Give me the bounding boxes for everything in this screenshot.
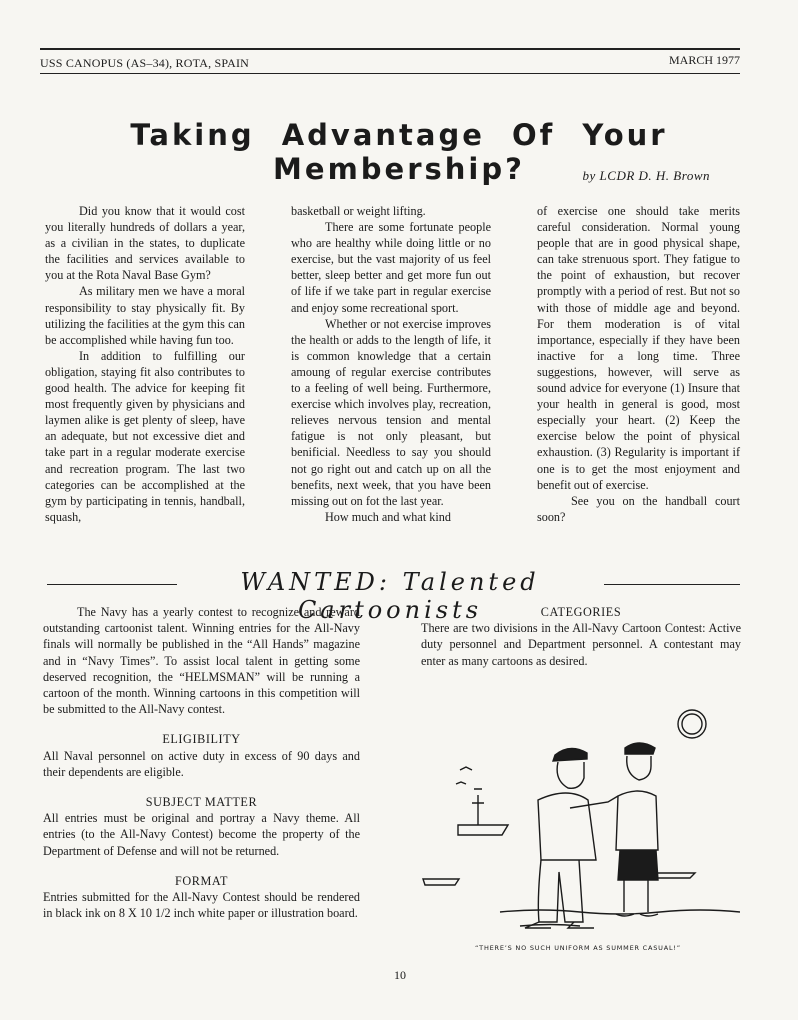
- paragraph: of exercise one should take merits careful consideration. Normal young people that are in good physical shape, can take strenuous sport. They fatigue to the point of exhaustion, but recover promptly with a period of rest. But not so with those of middle age and beyond. For them moderation is of vital importance, especially if they have been inactive for a long time. Three suggestions, however, will serve as sound advice for everyone (1) Insure that your health in general is good, most especially your heart. (2) Keep the exercise below the point of physical exhaustion. (3) Regularity is important if one is to get the most enjoyment and benefit out of exercise.: [537, 204, 740, 492]
- issue-date: MARCH 1977: [668, 53, 740, 67]
- subject-text: All entries must be original and portray a Navy theme. All entries (to the All-Navy Contest) become the property of the Department of Defense and will not be returned.: [43, 811, 360, 858]
- paragraph: Did you know that it would cost you literally hundreds of dollars a year, as a civilian in the states, to duplicate the facilities and services available to you at the Rota Naval Base Gym?: [45, 204, 245, 283]
- wanted-left-column: [43, 604, 360, 921]
- page-number: 10: [394, 968, 406, 982]
- header-top-rule: [40, 48, 740, 50]
- format-text: Entries submitted for the All-Navy Contest should be rendered in black ink on 8 X 10 1/2 inch white paper or illustration board.: [43, 890, 360, 921]
- paragraph: basketball or weight lifting.: [291, 204, 426, 218]
- header-bottom-rule: [40, 73, 740, 74]
- cartoon-illustration: [420, 700, 740, 940]
- paragraph: In addition to fulfilling our obligation, staying fit also contributes to good health. The advice for keeping fit most frequently given by physicians and laymen alike is get plenty of sleep, have an adequate, but not excessive diet and take part in a regular moderate exercise and recreation program. The last two categories can be accomplished at the gym by participating in tennis, handball, squash,: [45, 348, 245, 524]
- article-column-1: [45, 203, 245, 525]
- wanted-right-rule: [604, 584, 740, 585]
- wanted-heading: WANTED: Talented Cartoonists: [240, 568, 540, 624]
- article-column-2: [291, 203, 491, 525]
- eligibility-text: All Naval personnel on active duty in excess of 90 days and their dependents are eligible.: [43, 748, 360, 779]
- wanted-right-column: [421, 604, 741, 669]
- format-heading: FORMAT: [174, 873, 229, 888]
- paragraph: There are some fortunate people who are healthy while doing little or no exercise, but the vast majority of us feel better, sleep better and get more fun out of life if we take part in regular exercise and enjoy some recreational sport.: [291, 220, 491, 315]
- subject-heading: SUBJECT MATTER: [145, 795, 258, 810]
- article-byline: by LCDR D. H. Brown: [582, 168, 710, 183]
- paragraph: See you on the handball court soon?: [537, 493, 740, 524]
- eligibility-heading: ELIGIBILITY: [162, 732, 241, 747]
- paragraph: As military men we have a moral responsibility to stay physically fit. By utilizing the facilities at the gym this can be accomplished while having fun too.: [45, 284, 245, 347]
- publication-name: USS CANOPUS (AS–34), ROTA, SPAIN: [40, 56, 250, 70]
- wanted-left-rule: [47, 584, 177, 585]
- article-title: Taking Advantage Of Your Membership?: [130, 118, 668, 186]
- paragraph: How much and what kind: [325, 509, 451, 524]
- paragraph: Whether or not exercise improves the health or adds to the length of life, it is common knowledge that a certain amoung of regular exercise contributes to a feeling of well being. Furthermore, exercise which involves play, recreation, relieves nervous tension and mental fatigue is not only pleasant, but benificial. Needless to say you should not go right out and catch up on all the benefits, next week, that you have been missing out on fot the last year.: [291, 316, 491, 508]
- cartoon-caption: “THERE’S NO SUCH UNIFORM AS SUMMER CASUAL!”: [475, 944, 681, 952]
- categories-text: There are two divisions in the All-Navy Cartoon Contest: Active duty personnel and Department personnel. A contestant may enter as many cartoons as desired.: [421, 621, 741, 668]
- article-column-3: [537, 203, 740, 525]
- contest-intro: The Navy has a yearly contest to recognize and reward outstanding cartoonist talent. Winning entries for the All-Navy finals will normally be published in the “All Hands” magazine and in “Navy Times”. To assist local talent in getting some deserved recognition, the “HELMSMAN” will be running a cartoon of the month. Winning cartoons in this competition will be submitted to the All-Navy contest.: [43, 605, 360, 717]
- categories-heading: CATEGORIES: [540, 605, 622, 619]
